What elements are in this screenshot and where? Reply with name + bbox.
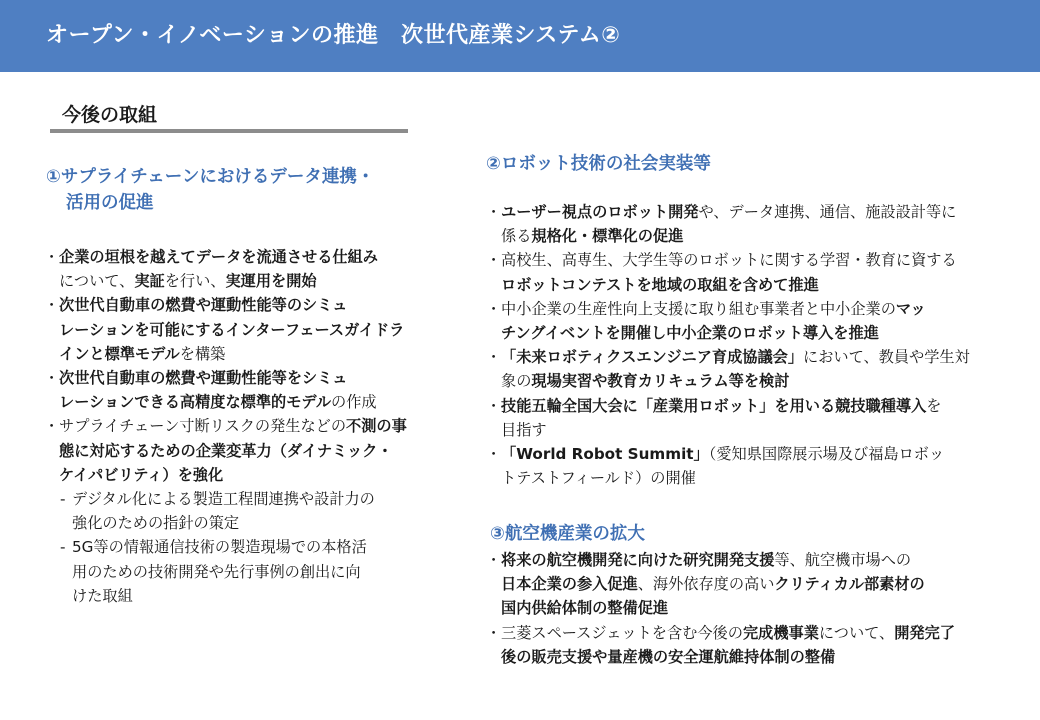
bullet-line — [501, 466, 996, 490]
bullet-marker: ・ — [44, 248, 60, 266]
body-text: 係る — [501, 227, 532, 246]
body-text: について、 — [818, 623, 895, 642]
bullet-line — [501, 394, 996, 418]
bullet-item — [486, 548, 996, 621]
section-underline — [50, 129, 408, 133]
bullet-line — [59, 439, 424, 463]
bullet-item — [486, 248, 996, 296]
body-text: を構築 — [179, 344, 226, 363]
bullet-marker: ・ — [486, 203, 502, 221]
bullet-item — [486, 345, 996, 393]
bullet-line — [501, 548, 996, 572]
body-text: 高校生、高専生、大学生等のロボットに関する学習・教育に資する — [501, 251, 957, 270]
emphasis-text: マッ — [895, 299, 926, 318]
bullet-line — [501, 442, 996, 466]
body-text: について、 — [59, 272, 135, 291]
sub-item-line: 用のための技術開発や先行事例の創出に向 — [72, 562, 361, 581]
bullet-line — [501, 224, 996, 248]
left-title-line: ①サプライチェーンにおけるデータ連携・ — [46, 167, 375, 187]
page-title: オープン・イノベーションの推進 次世代産業システム② — [46, 23, 621, 48]
emphasis-text: 企業の垣根を越えてデータを流通させる仕組み — [59, 248, 378, 266]
aero-bullet-list — [486, 548, 996, 669]
emphasis-text: クリティカル部素材の — [774, 575, 925, 594]
body-text: の作成 — [331, 393, 377, 412]
emphasis-text: 国内供給体制の整備促進 — [501, 599, 669, 618]
sub-item-line: けた取組 — [72, 586, 133, 605]
body-text: 目指す — [501, 420, 547, 439]
emphasis-text: 態に対応するための企業変革力（ダイナミック・ — [59, 441, 393, 460]
bullet-marker: ・ — [486, 396, 502, 415]
right-column-title: ②ロボット技術の社会実装等 — [486, 154, 711, 174]
bullet-line — [501, 596, 996, 620]
bullet-marker: ・ — [486, 445, 502, 464]
bullet-line — [59, 269, 424, 293]
bullet-line — [59, 342, 424, 366]
bullet-marker: ・ — [44, 369, 60, 388]
section-heading: 今後の取組 — [62, 104, 158, 126]
dash-marker: - — [60, 490, 66, 509]
body-text: 中小企業の生産性向上支援に取り組む事業者と中小企業の — [501, 299, 896, 318]
bullet-line — [59, 318, 424, 342]
emphasis-text: レーションを可能にするインターフェースガイドラ — [59, 320, 405, 339]
bullet-line — [501, 572, 996, 596]
body-text: 三菱スペースジェットを含む今後の — [501, 623, 743, 642]
body-text: （愛知県国際展示場及び福島ロボッ — [708, 445, 945, 464]
bullet-item — [486, 394, 996, 442]
emphasis-text: 「未来ロボティクスエンジニア育成協議会」 — [501, 348, 804, 367]
emphasis-text: ユーザー視点のロボット開発 — [501, 203, 699, 221]
bullet-item — [486, 200, 996, 248]
body-text: を行い、 — [164, 272, 226, 291]
emphasis-text: 後の販売支援や量産機の安全運航維持体制の整備 — [501, 647, 836, 666]
bullet-line — [501, 369, 996, 393]
bullet-line — [59, 414, 424, 438]
bullet-line — [59, 366, 424, 390]
left-title-line: 活用の促進 — [66, 193, 154, 213]
emphasis-text: 規格化・標準化の促進 — [531, 227, 684, 246]
bullet-line — [501, 645, 996, 669]
bullet-marker: ・ — [486, 348, 502, 367]
sub-item — [44, 535, 424, 608]
emphasis-text: 現場実習や教育カリキュラム等を検討 — [531, 372, 790, 391]
body-text: サプライチェーン寸断リスクの発生などの — [59, 417, 347, 436]
body-text: トテストフィールド）の開催 — [501, 469, 696, 488]
left-column-title — [46, 164, 374, 216]
emphasis-text: 実運用を開始 — [225, 272, 317, 291]
bullet-line — [59, 463, 424, 487]
bullet-item — [486, 621, 996, 669]
body-text: 、海外依存度の高い — [637, 575, 775, 594]
bullet-line — [59, 390, 424, 414]
body-text: において、教員や学生対 — [803, 348, 970, 367]
emphasis-text: 将来の航空機開発に向けた研究開発支援 — [501, 551, 775, 569]
sub-item-line: デジタル化による製造工程間連携や設計力の — [72, 490, 375, 509]
bullet-line — [59, 245, 424, 269]
emphasis-text: 「World Robot Summit」 — [501, 445, 709, 464]
emphasis-text: 完成機事業 — [742, 623, 819, 642]
bullet-marker: ・ — [486, 623, 502, 642]
sub-item — [44, 487, 424, 535]
robot-bullet-list — [486, 200, 996, 490]
bullet-item — [44, 414, 424, 487]
dash-marker: - — [60, 538, 66, 557]
emphasis-text: チングイベントを開催し中小企業のロボット導入を推進 — [501, 324, 879, 343]
bullet-line — [59, 293, 424, 317]
bullet-marker: ・ — [486, 251, 502, 270]
emphasis-text: レーションできる高精度な標準的モデル — [59, 393, 332, 412]
bullet-line — [501, 200, 996, 224]
sub-item-line: 5G等の情報通信技術の製造現場での本格活 — [72, 538, 367, 557]
bullet-line — [501, 321, 996, 345]
bullet-line — [501, 248, 996, 272]
bullet-line — [501, 418, 996, 442]
bullet-line — [501, 297, 996, 321]
emphasis-text: 次世代自動車の燃費や運動性能等をシミュ — [59, 369, 348, 388]
emphasis-text: ケイパビリティ）を強化 — [59, 465, 224, 484]
bullet-marker: ・ — [486, 299, 502, 318]
emphasis-text: 実証 — [134, 272, 165, 291]
bullet-item — [44, 245, 424, 293]
emphasis-text: 日本企業の参入促進 — [501, 575, 638, 594]
left-bullet-list — [44, 245, 424, 608]
emphasis-text: 開発完了 — [894, 623, 955, 642]
emphasis-text: 次世代自動車の燃費や運動性能等のシミュ — [59, 296, 348, 315]
emphasis-text: ロボットコンテストを地域の取組を含めて推進 — [501, 275, 819, 294]
bullet-marker: ・ — [486, 551, 502, 569]
sub-item-line: 強化のための指針の策定 — [72, 514, 240, 533]
emphasis-text: 技能五輪全国大会に「産業用ロボット」を用いる競技職種導入 — [501, 396, 927, 415]
bullet-line — [501, 345, 996, 369]
emphasis-text: 不測の事 — [346, 417, 407, 436]
aero-section-title: ③航空機産業の拡大 — [490, 524, 645, 544]
title-bar — [0, 0, 1040, 72]
bullet-marker: ・ — [44, 296, 60, 315]
body-text: を — [926, 396, 942, 415]
body-text: 象の — [501, 372, 532, 391]
body-text: 等、航空機市場への — [774, 551, 912, 569]
bullet-line — [501, 621, 996, 645]
bullet-item — [44, 366, 424, 414]
bullet-item — [486, 442, 996, 490]
body-text: や、データ連携、通信、施設設計等に — [698, 203, 957, 221]
bullet-item — [44, 293, 424, 366]
emphasis-text: インと標準モデル — [59, 344, 180, 363]
bullet-item — [486, 297, 996, 345]
bullet-line — [501, 273, 996, 297]
bullet-marker: ・ — [44, 417, 60, 436]
